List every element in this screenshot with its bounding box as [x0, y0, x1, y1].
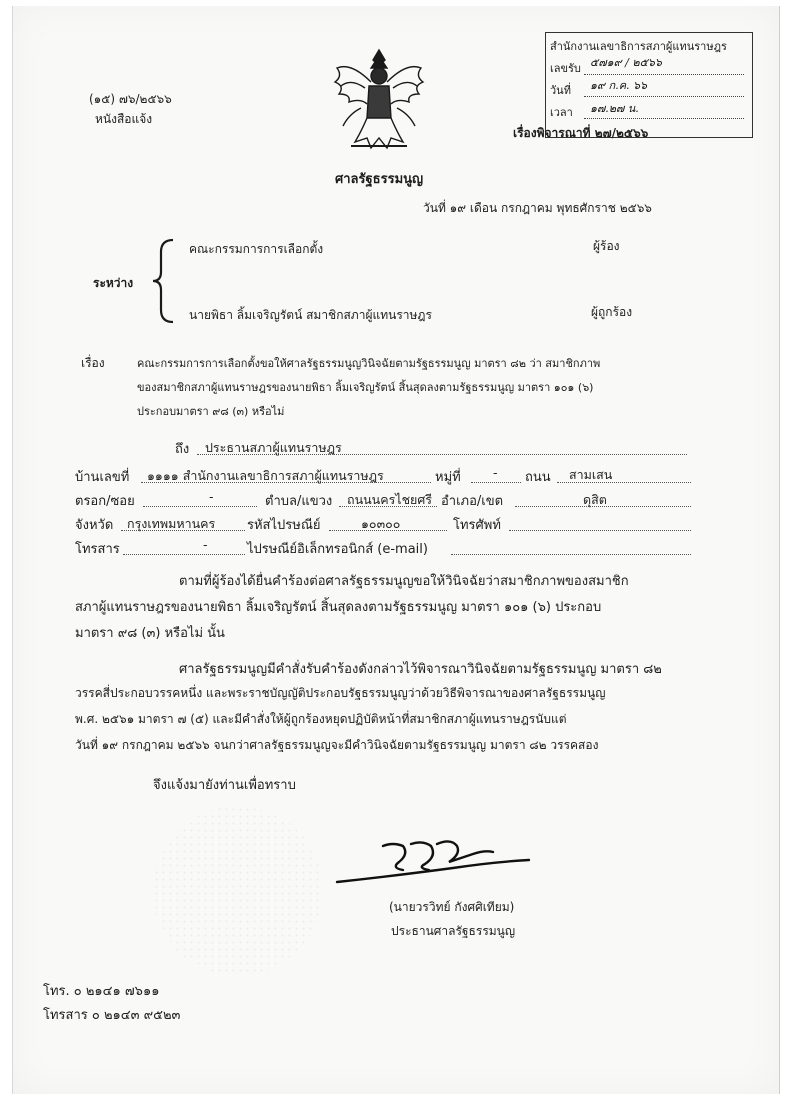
signatory-name: (นายวรวิทย์ กังศศิเทียม) [389, 900, 515, 914]
moo-value: - [493, 465, 498, 480]
case-number: เรื่องพิจารณาที่ ๒๗/๒๕๖๖ [513, 126, 649, 140]
signatory-title: ประธานศาลรัฐธรรมนูญ [391, 924, 516, 938]
court-name: ศาลรัฐธรรมนูญ [335, 172, 424, 187]
district-label: อำเภอ/เขต [441, 494, 504, 509]
between-label: ระหว่าง [93, 276, 134, 290]
petitioner-name: คณะกรรมการการเลือกตั้ง [189, 242, 324, 256]
soi-value: - [209, 489, 214, 504]
document-page [12, 6, 780, 1094]
stamp-date-value: ๑๙ ก.ค. ๖๖ [590, 79, 648, 92]
house-label: บ้านเลขที่ [75, 470, 130, 485]
subject-line-1: คณะกรรมการการเลือกตั้งขอให้ศาลรัฐธรรมนูญวินิจฉัยตามรัฐธรรมนูญ มาตรา ๘๒ ว่า สมาชิกภาพ [137, 357, 601, 370]
para2-line4: วันที่ ๑๙ กรกฎาคม ๒๕๖๖ จนกว่าศาลรัฐธรรมนูญจะมีคำวินิจฉัยตามรัฐธรรมนูญ มาตรา ๘๒ วรรคสอง [75, 738, 599, 752]
para2-line2: วรรคสี่ประกอบวรรคหนึ่ง และพระราชบัญญัติประกอบรัฐธรรมนูญว่าด้วยวิธีพิจารณาของศาลรัฐธรรมนูญ [75, 686, 606, 700]
stamp-office: สำนักงานเลขาธิการสภาผู้แทนราษฎร [550, 40, 727, 53]
fax-label: โทรสาร [75, 542, 120, 557]
subject-line-3: ประกอบมาตรา ๙๘ (๓) หรือไม่ [137, 405, 285, 418]
footer-tel: โทร. ๐ ๒๑๔๑ ๗๖๑๑ [43, 984, 160, 999]
road-label: ถนน [525, 470, 551, 485]
province-value: กรุงเทพมหานคร [127, 516, 216, 531]
para2-line1: ศาลรัฐธรรมนูญมีคำสั่งรับคำร้องดังกล่าวไว้พิจารณาวินิจฉัยตามรัฐธรรมนูญ มาตรา ๘๒ [179, 662, 662, 677]
date-line: วันที่ ๑๙ เดือน กรกฎาคม พุทธศักราช ๒๕๖๖ [423, 201, 652, 215]
receiving-stamp [545, 32, 753, 138]
petitioner-role: ผู้ร้อง [593, 239, 620, 253]
district-value: ดุสิต [583, 492, 607, 507]
province-label: จังหวัด [75, 518, 114, 533]
footer-fax: โทรสาร ๐ ๒๑๔๓ ๙๕๒๓ [43, 1008, 181, 1023]
phone-label: โทรศัพท์ [453, 518, 501, 533]
garuda-emblem-icon [321, 42, 437, 158]
stamp-recv-value: ๕๗๑๙ / ๒๕๖๖ [590, 56, 662, 69]
stamp-time-value: ๑๗.๒๗ น. [590, 102, 639, 115]
to-label: ถึง [175, 442, 190, 457]
house-value: ๑๑๑๑ สำนักงานเลขาธิการสภาผู้แทนราษฎร [147, 468, 384, 483]
soi-label: ตรอก/ซอย [75, 494, 135, 509]
respondent-name: นายพิธา ลิ้มเจริญรัตน์ สมาชิกสภาผู้แทนราษฎร [189, 308, 432, 322]
postal-value: ๑๐๓๐๐ [361, 516, 401, 531]
subject-line-2: ของสมาชิกสภาผู้แทนราษฎรของนายพิธา ลิ้มเจริญรัตน์ สิ้นสุดลงตามรัฐธรรมนูญ มาตรา ๑๐๑ (๖) [137, 381, 594, 394]
subdistrict-label: ตำบล/แขวง [265, 494, 333, 509]
para1-line1: ตามที่ผู้ร้องได้ยื่นคำร้องต่อศาลรัฐธรรมนูญขอให้วินิจฉัยว่าสมาชิกภาพของสมาชิก [179, 574, 629, 589]
moo-label: หมู่ที่ [435, 470, 461, 485]
scan-noise [153, 806, 323, 976]
para1-line2: สภาผู้แทนราษฎรของนายพิธา ลิ้มเจริญรัตน์ สิ้นสุดลงตามรัฐธรรมนูญ มาตรา ๑๐๑ (๖) ประกอบ [75, 600, 602, 615]
brace-icon [151, 238, 177, 328]
email-label: ไปรษณีย์อิเล็กทรอนิกส์ (e-mail) [247, 542, 428, 557]
fax-value: - [203, 537, 208, 552]
document-type: หนังสือแจ้ง [95, 112, 153, 126]
subject-label: เรื่อง [81, 356, 105, 370]
road-value: สามเสน [569, 467, 613, 482]
stamp-time-label: เวลา [550, 106, 573, 119]
respondent-role: ผู้ถูกร้อง [591, 305, 633, 319]
para2-line3: พ.ศ. ๒๕๖๑ มาตรา ๗ (๕) และมีคำสั่งให้ผู้ถูกร้องหยุดปฏิบัติหน้าที่สมาชิกสภาผู้แทนราษฎรนับแต่ [75, 712, 567, 726]
postal-label: รหัสไปรษณีย์ [247, 518, 321, 533]
closing-line: จึงแจ้งมายังท่านเพื่อทราบ [153, 778, 296, 793]
subdistrict-value: ถนนนครไชยศรี [347, 492, 433, 507]
reference-code: (๑๕) ๗๖/๒๕๖๖ [89, 92, 172, 106]
stamp-date-label: วันที่ [550, 84, 571, 97]
to-value: ประธานสภาผู้แทนราษฎร [205, 440, 342, 455]
para1-line3: มาตรา ๙๘ (๓) หรือไม่ นั้น [75, 626, 225, 641]
stamp-recv-label: เลขรับ [550, 62, 581, 75]
signature-icon [333, 832, 543, 894]
